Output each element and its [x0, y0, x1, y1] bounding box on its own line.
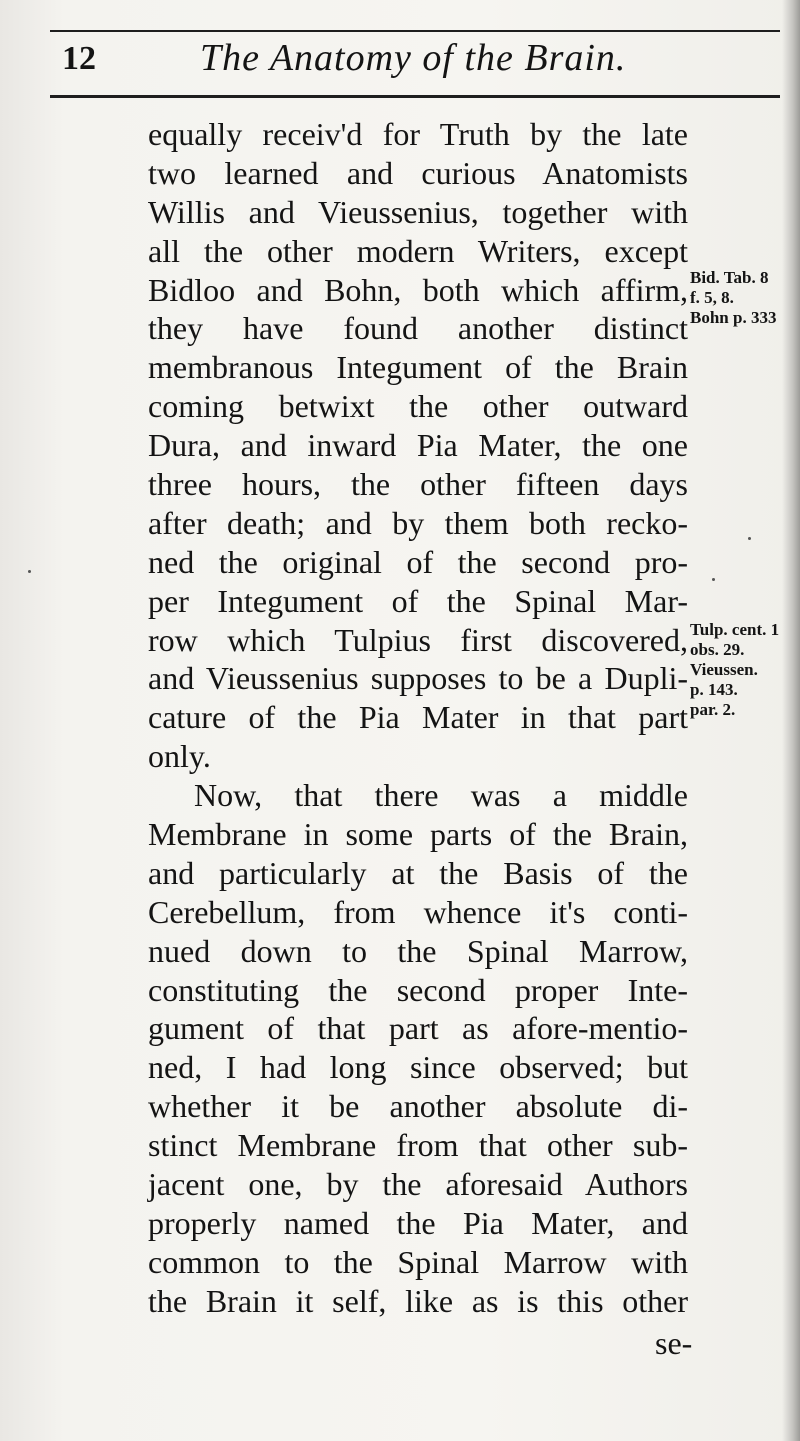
margin-note-line: Bid. Tab. 8 [690, 268, 769, 287]
margin-note-bidloo-bohn [690, 268, 776, 328]
page-edge-shadow [782, 0, 800, 1441]
paper-speck [712, 578, 715, 581]
text-line: constituting the second proper Inte- [148, 971, 688, 1008]
text-line: Now, that there was a middle [194, 777, 688, 814]
margin-note-line: p. 143. [690, 680, 738, 699]
text-line: whether it be another absolute di- [148, 1088, 688, 1125]
text-line: gument of that part as afore-mentio- [148, 1010, 688, 1047]
text-line: three hours, the other fifteen days [148, 466, 688, 503]
text-line: two learned and curious Anatomists [148, 154, 688, 191]
text-line: Cerebellum, from whence it's conti- [148, 893, 688, 930]
text-line: membranous Integument of the Brain [148, 349, 688, 386]
header-rule-top [50, 30, 780, 32]
text-line: Willis and Vieussenius, together with [148, 193, 688, 230]
text-line: and Vieussenius supposes to be a Dupli- [148, 660, 688, 697]
text-line: row which Tulpius first discovered, [148, 621, 688, 658]
margin-note-tulpius-vieussens [690, 620, 779, 720]
body-text [148, 115, 688, 1321]
margin-note-line: Bohn p. 333 [690, 308, 777, 327]
header-rule-bottom [50, 95, 780, 98]
text-line: the Brain it self, like as is this other [148, 1282, 688, 1319]
text-line: cature of the Pia Mater in that part [148, 699, 688, 736]
margin-note-line: par. 2. [690, 700, 736, 719]
page-number: 12 [62, 40, 96, 77]
text-line: after death; and by them both recko- [148, 504, 688, 541]
text-line: properly named the Pia Mater, and [148, 1204, 688, 1241]
text-line: coming betwixt the other outward [148, 388, 688, 425]
paper-speck [748, 537, 751, 540]
text-line: Bidloo and Bohn, both which affirm, [148, 271, 688, 308]
text-line: only. [148, 738, 211, 775]
text-line: stinct Membrane from that other sub- [148, 1127, 688, 1164]
text-line: Dura, and inward Pia Mater, the one [148, 427, 688, 464]
catchword: se- [655, 1325, 693, 1361]
text-line: jacent one, by the aforesaid Authors [148, 1166, 688, 1203]
text-line: Membrane in some parts of the Brain, [148, 816, 688, 853]
margin-note-line: Tulp. cent. 1 [690, 620, 780, 639]
margin-note-line: Vieussen. [690, 660, 758, 679]
text-line: equally receiv'd for Truth by the late [148, 116, 688, 152]
text-line: all the other modern Writers, except [148, 232, 688, 269]
text-line: per Integument of the Spinal Mar- [148, 582, 688, 619]
text-line: they have found another distinct [148, 310, 688, 347]
text-line: and particularly at the Basis of the [148, 854, 688, 891]
paper-speck [28, 570, 31, 573]
running-title: The Anatomy of the Brain. [200, 37, 627, 79]
margin-note-line: f. 5, 8. [690, 288, 734, 307]
text-line: nued down to the Spinal Marrow, [148, 932, 688, 969]
margin-note-line: obs. 29. [690, 640, 745, 659]
text-line: ned the original of the second pro- [148, 543, 688, 580]
text-line: ned, I had long since observed; but [148, 1049, 688, 1086]
text-line: common to the Spinal Marrow with [148, 1243, 688, 1280]
